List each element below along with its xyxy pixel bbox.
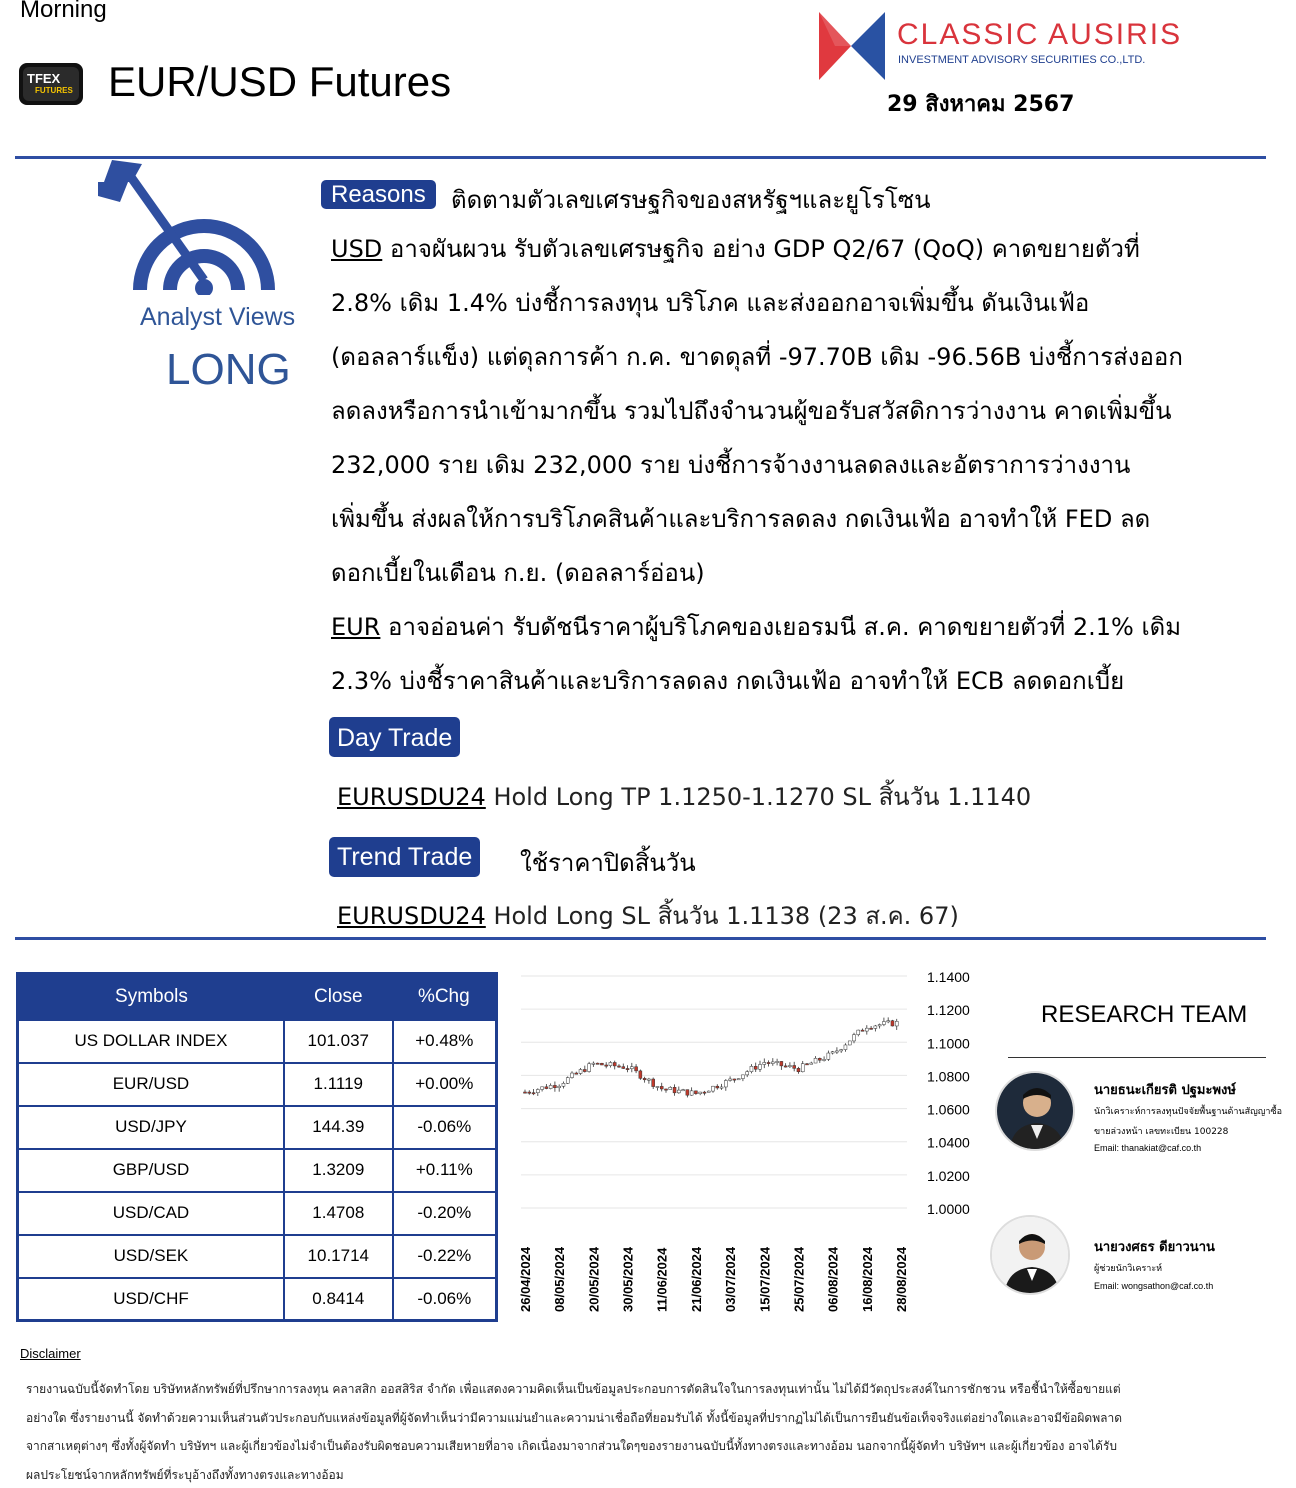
change-cell: +0.00% [393,1063,497,1106]
candle-body [524,1092,527,1093]
section-divider [15,937,1266,940]
member-name: นายธนะเกียรติ ปฐมะพงษ์ [1094,1083,1236,1098]
candle-body [562,1083,565,1086]
candle-body [600,1063,603,1065]
symbol-cell: GBP/USD [18,1149,284,1192]
candle-body [656,1086,659,1087]
analyst-view-value: LONG [166,345,291,394]
symbol-cell: US DOLLAR INDEX [18,1020,284,1063]
research-team-divider [1008,1057,1266,1058]
candle-body [720,1087,723,1088]
symbol-cell: USD/SEK [18,1235,284,1278]
candle-body [865,1028,868,1031]
candle-body [545,1087,548,1089]
reasons-tag: Reasons [321,180,436,209]
x-tick-label: 25/07/2024 [791,1246,807,1312]
eur-label: EUR [331,613,381,641]
candle-body [746,1072,749,1075]
x-tick-label: 11/06/2024 [654,1247,670,1312]
candle-body [682,1090,685,1091]
usd-line: 232,000 ราย เดิม 232,000 ราย บ่งชี้การจ้างงานลดลงและอัตราการว่างงาน [331,451,1131,479]
candle-body [541,1087,544,1090]
close-cell: 101.037 [284,1020,393,1063]
table-row [18,1192,497,1235]
disclaimer-line: รายงานฉบับนี้จัดทำโดย บริษัทหลักทรัพย์ที่ปรึกษาการลงทุน คลาสสิก ออสสิริส จำกัด เพื่อแสดงความคิดเห็นเป็นข้อมูลประกอบการตัดสินใจในการลงทุนเท่านั้น ไม่ได้มีวัตถุประสงค์ในการชักชวน หรือชี้นำให้ซื้อขายแต่ [26,1382,1121,1396]
candle-body [605,1065,608,1066]
y-tick-label: 1.1200 [927,1002,970,1019]
candle-body [831,1052,834,1053]
change-cell: -0.06% [393,1278,497,1321]
candle-body [780,1061,783,1065]
candle-body [733,1079,736,1080]
usd-line: (ดอลลาร์แข็ง) แต่ดุลการค้า ก.ค. ขาดดุลที่ -97.70B เดิม -96.56B บ่งชี้การส่งออก [331,343,1183,371]
candle-body [579,1069,582,1073]
candle-body [882,1021,885,1024]
x-tick-label: 21/06/2024 [688,1246,704,1312]
member-email: Email: thanakiat@caf.co.th [1094,1143,1202,1153]
candle-body [741,1075,744,1079]
candle-body [669,1087,672,1089]
member-name: นายวงศธร ดียาวนาน [1094,1240,1215,1255]
candle-body [699,1092,702,1094]
candle-body [857,1030,860,1035]
candle-body [737,1079,740,1080]
col-header-chg: %Chg [393,974,497,1020]
candle-body [814,1058,817,1063]
candle-body [853,1035,856,1041]
usd-line: 2.8% เดิม 1.4% บ่งชี้การลงทุน บริโภค และส่งออกอาจเพิ่มขึ้น ดันเงินเฟ้อ [331,289,1090,317]
y-tick-label: 1.1000 [927,1035,970,1052]
candle-body [596,1063,599,1064]
x-tick-label: 30/05/2024 [620,1246,636,1312]
y-tick-label: 1.0000 [927,1201,970,1217]
candle-body [566,1078,569,1084]
candle-body [823,1059,826,1060]
symbol-cell: EUR/USD [18,1063,284,1106]
candle-body [754,1066,757,1069]
disclaimer-text [26,1375,1236,1488]
close-cell: 144.39 [284,1106,393,1149]
usd-paragraph [331,222,1236,708]
analyst-views-label: Analyst Views [140,303,296,331]
report-date: 29 สิงหาคม 2567 [887,92,1075,117]
usd-line: อาจผันผวน รับตัวเลขเศรษฐกิจ อย่าง GDP Q2/67 (QoQ) คาดขยายตัวที่ [389,235,1140,263]
candle-body [703,1092,706,1093]
tfex-futures-logo [17,61,85,107]
eurusd-candlestick-chart [515,960,985,1320]
candle-body [750,1066,753,1071]
candle-body [835,1051,838,1052]
candle-body [665,1089,668,1090]
day-trade-symbol: EURUSDU24 [337,783,486,811]
candle-body [618,1066,621,1067]
change-cell: +0.48% [393,1020,497,1063]
candle-body [810,1063,813,1064]
avatar [990,1215,1070,1295]
x-tick-label: 16/08/2024 [859,1246,875,1312]
candle-body [797,1068,800,1071]
close-cell: 1.4708 [284,1192,393,1235]
candle-body [801,1064,804,1072]
usd-label: USD [331,235,383,263]
candle-body [874,1026,877,1029]
member-email: Email: wongsathon@caf.co.th [1094,1281,1214,1291]
member-role: ผู้ช่วยนักวิเคราะห์ [1094,1264,1163,1274]
candle-body [707,1091,710,1092]
candle-body [630,1067,633,1069]
x-tick-label: 20/05/2024 [586,1246,602,1312]
target-arrow-icon [98,160,308,295]
table-row [18,1278,497,1321]
candle-body [677,1090,680,1093]
candle-body [788,1065,791,1066]
symbol-cell: USD/CAD [18,1192,284,1235]
candle-body [583,1069,586,1071]
disclaimer-title: Disclaimer [20,1346,81,1361]
symbol-cell: USD/CHF [18,1278,284,1321]
change-cell: -0.06% [393,1106,497,1149]
candle-body [887,1021,890,1022]
candle-body [870,1028,873,1029]
trend-trade-note: ใช้ราคาปิดสิ้นวัน [520,849,696,877]
header-divider [15,156,1266,159]
x-tick-label: 06/08/2024 [825,1246,841,1312]
eur-line: อาจอ่อนค่า รับดัชนีราคาผู้บริโภคของเยอรมนี ส.ค. คาดขยายตัวที่ 2.1% เดิม [388,613,1182,641]
x-tick-label: 03/07/2024 [723,1246,739,1312]
candle-body [626,1068,629,1069]
disclaimer-line: จากสาเหตุต่างๆ ซึ่งทั้งผู้จัดทำ บริษัทฯ และผู้เกี่ยวข้องไม่จำเป็นต้องรับผิดชอบความเสียหายที่อาจ เกิดเนื่องมาจากส่วนใดๆของรายงานฉบับนี้ทั้งทางตรงและทางอ้อม นอกจากนี้ผู้จัดทำ บริษัทฯ และผู้เกี่ยวข้อง อาจได้รับ [26,1439,1118,1453]
candle-body [635,1067,638,1071]
candle-body [724,1080,727,1086]
trend-trade-tag: Trend Trade [329,837,480,877]
symbol-cell: USD/JPY [18,1106,284,1149]
candle-body [861,1030,864,1031]
change-cell: -0.22% [393,1235,497,1278]
candle-body [686,1090,689,1096]
day-trade-text: Hold Long TP 1.1250-1.1270 SL สิ้นวัน 1.1140 [493,783,1032,811]
candle-body [729,1079,732,1081]
candle-body [609,1062,612,1065]
candle-body [592,1063,595,1064]
candle-body [776,1061,779,1062]
candle-body [844,1045,847,1050]
table-row [18,1063,497,1106]
candle-body [878,1025,881,1026]
member-role: ขายล่วงหน้า เลขทะเบียน 100228 [1094,1127,1229,1137]
candle-body [660,1086,663,1089]
classic-ausiris-logo [815,8,887,84]
candle-body [639,1071,642,1078]
candle-body [712,1086,715,1091]
y-tick-label: 1.0200 [927,1167,970,1184]
usd-line: ดอกเบี้ยในเดือน ก.ย. (ดอลลาร์อ่อน) [331,559,705,587]
y-tick-label: 1.1400 [927,969,970,985]
candle-body [528,1092,531,1093]
reasons-heading: ติดตามตัวเลขเศรษฐกิจของสหรัฐฯและยูโรโซน [451,186,931,214]
candle-body [763,1062,766,1064]
col-header-symbols: Symbols [18,974,284,1020]
candle-body [652,1079,655,1087]
candle-body [694,1091,697,1094]
candle-body [673,1087,676,1093]
trend-trade-symbol: EURUSDU24 [337,902,486,930]
x-tick-label: 08/05/2024 [552,1246,568,1312]
y-tick-label: 1.0800 [927,1068,970,1085]
candle-body [532,1093,535,1094]
candle-body [643,1078,646,1079]
candle-body [553,1085,556,1087]
disclaimer-line: อย่างใด ซึ่งรายงานนี้ จัดทำด้วยความเห็นส่วนตัวประกอบกับแหล่งข้อมูลที่ผู้จัดทำเห็นว่ามีความแม่นยำและความน่าเชื่อถือที่ยอมรับได้ ทั้งนี้ข้อมูลที่ปรากฏไม่ได้เป็นการยืนยันข้อเท็จจริงแต่อย่างใดและอาจมีข้อผิดพลาด [26,1410,1122,1425]
eur-line: 2.3% บ่งชี้ราคาสินค้าและบริการลดลง กดเงินเฟ้อ อาจทำให้ ECB ลดดอกเบี้ย [331,667,1125,695]
candle-body [767,1062,770,1063]
trend-trade-text: Hold Long SL สิ้นวัน 1.1138 (23 ส.ค. 67) [493,902,959,930]
candle-body [784,1066,787,1067]
change-cell: -0.20% [393,1192,497,1235]
svg-text:TFEX: TFEX [27,71,61,86]
candle-body [690,1091,693,1095]
candle-body [575,1073,578,1074]
candle-body [793,1065,796,1068]
usd-line: เพิ่มขึ้น ส่งผลให้การบริโภคสินค้าและบริการลดลง กดเงินเฟ้อ อาจทำให้ FED ลด [331,505,1151,533]
table-row [18,1235,497,1278]
candle-body [759,1064,762,1069]
candle-body [647,1079,650,1080]
candle-body [558,1086,561,1088]
y-tick-label: 1.0400 [927,1134,970,1151]
candle-body [716,1086,719,1088]
candle-body [818,1058,821,1060]
candle-body [840,1050,843,1051]
close-cell: 1.3209 [284,1149,393,1192]
report-label: Morning [20,0,107,23]
brand-subtitle: INVESTMENT ADVISORY SECURITIES CO.,LTD. [898,54,1146,66]
candle-body [895,1021,898,1026]
x-tick-label: 15/07/2024 [757,1246,773,1312]
candle-body [549,1085,552,1088]
svg-text:FUTURES: FUTURES [35,86,73,95]
avatar [995,1071,1075,1151]
day-trade-line [337,777,1031,816]
col-header-close: Close [284,974,393,1020]
table-row [18,1020,497,1063]
change-cell: +0.11% [393,1149,497,1192]
candle-body [588,1064,591,1072]
member-role: นักวิเคราะห์การลงทุนปัจจัยพื้นฐานด้านสัญญาซื้อ [1094,1107,1282,1117]
close-cell: 1.1119 [284,1063,393,1106]
research-team-title: RESEARCH TEAM [1041,1001,1248,1028]
table-row [18,1149,497,1192]
close-cell: 10.1714 [284,1235,393,1278]
y-tick-label: 1.0600 [927,1101,970,1118]
page-title: EUR/USD Futures [108,58,452,105]
close-cell: 0.8414 [284,1278,393,1321]
candle-body [622,1067,625,1069]
x-tick-label: 26/04/2024 [518,1246,533,1312]
x-tick-label: 28/08/2024 [894,1246,909,1312]
usd-line: ลดลงหรือการนำเข้ามากขึ้น รวมไปถึงจำนวนผู้ขอรับสวัสดิการว่างงาน คาดเพิ่มขึ้น [331,397,1172,425]
candle-body [571,1073,574,1078]
trend-trade-line [337,896,959,935]
candle-body [827,1053,830,1059]
candle-body [536,1089,539,1092]
brand-name: CLASSIC AUSIRIS [897,18,1183,51]
candle-body [848,1041,851,1045]
candle-body [771,1062,774,1064]
candle-body [613,1062,616,1065]
disclaimer-line: ผลประโยชน์จากหลักทรัพย์ที่ระบุอ้างถึงทั้งทางตรงและทางอ้อม [26,1467,344,1482]
quotes-table [16,972,498,1322]
candle-body [891,1021,894,1026]
table-row [18,1106,497,1149]
day-trade-tag: Day Trade [329,717,460,757]
candle-body [806,1064,809,1065]
